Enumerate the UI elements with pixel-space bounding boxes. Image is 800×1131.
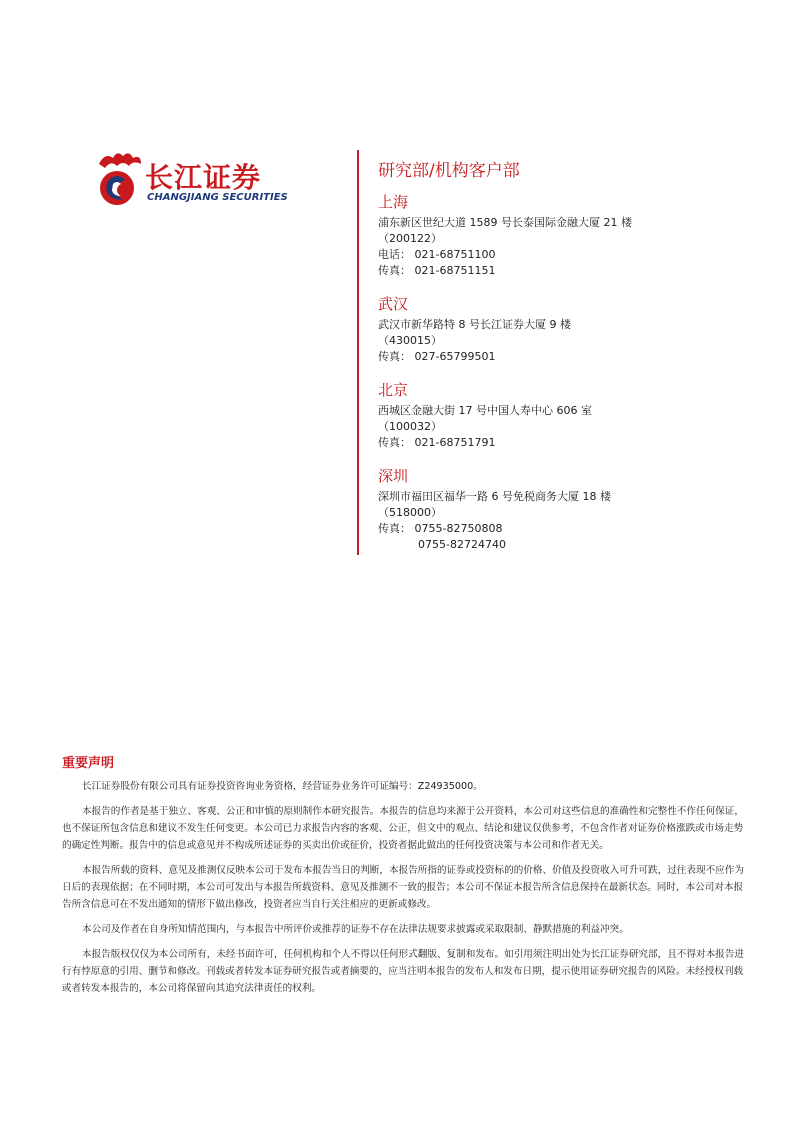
disclaimer-paragraph: 本公司及作者在自身所知情范围内，与本报告中所评价或推荐的证券不存在法律法规要求披露或采取限制、静默措施的利益冲突。 (82, 924, 629, 935)
logo-name: 长江证券 (145, 161, 262, 194)
office-postcode: （200122） (378, 232, 442, 245)
office-postcode: （518000） (378, 506, 442, 519)
disclaimer-paragraph: 本报告版权仅仅为本公司所有，未经书面许可，任何机构和个人不得以任何形式翻版、复制和发布。如引用须注明出处为长江证券研究部，且不得对本报告进行有悖原意的引用、删节和修改。刊载或者转发本证券研究报告或者摘要的，应当注明本报告的发布人和发布日期，提示使用证券研究报告的风险。未经授权刊载或者转发本报告的，本公司将保留向其追究法律责任的权利。 (62, 949, 744, 994)
office-city: 北京 (378, 381, 409, 399)
company-logo (95, 150, 310, 210)
logo-english-name: CHANGJIANG SECURITIES (147, 192, 288, 203)
office-beijing (378, 380, 778, 451)
notice-title: 重要声明 (62, 756, 115, 771)
office-fax: 传真： 0755-82750808 (378, 522, 503, 535)
office-wuhan (378, 294, 778, 365)
office-fax-2: 0755-82724740 (418, 538, 506, 551)
office-postcode: （430015） (378, 334, 442, 347)
disclaimer-paragraph: 本报告所载的资料、意见及推测仅反映本公司于发布本报告当日的判断，本报告所指的证券或投资标的的价格、价值及投资收入可升可跌，过往表现不应作为日后的表现依据；在不同时期，本公司可发出与本报告所载资料、意见及推测不一致的报告；本公司不保证本报告所含信息保持在最新状态。同时，本公司对本报告所含信息可在不发出通知的情形下做出修改，投资者应当自行关注相应的更新或修改。 (62, 865, 744, 910)
disclaimer-body (62, 778, 752, 1005)
office-postcode: （100032） (378, 420, 442, 433)
office-shanghai (378, 192, 778, 279)
office-address: 武汉市新华路特 8 号长江证券大厦 9 楼 (378, 318, 571, 331)
office-address: 西城区金融大街 17 号中国人寿中心 606 室 (378, 404, 592, 417)
office-fax: 传真： 021-68751151 (378, 264, 496, 277)
office-fax: 传真： 021-68751791 (378, 436, 496, 449)
office-city: 上海 (378, 193, 409, 211)
office-fax: 传真： 027-65799501 (378, 350, 496, 363)
dragon-emblem-icon (95, 150, 145, 212)
department-title: 研究部/机构客户部 (378, 161, 520, 181)
office-address: 浦东新区世纪大道 1589 号长泰国际金融大厦 21 楼 (378, 216, 632, 229)
office-phone: 电话： 021-68751100 (378, 248, 496, 261)
disclaimer-paragraph: 本报告的作者是基于独立、客观、公正和审慎的原则制作本研究报告。本报告的信息均来源于公开资料，本公司对这些信息的准确性和完整性不作任何保证，也不保证所包含信息和建议不发生任何变更。本公司已力求报告内容的客观、公正，但文中的观点、结论和建议仅供参考，不包含作者对证券价格涨跌或市场走势的确定性判断。报告中的信息或意见并不构成所述证券的买卖出价或征价，投资者据此做出的任何投资决策与本公司和作者无关。 (62, 806, 744, 851)
vertical-divider (357, 150, 359, 555)
office-city: 深圳 (378, 467, 409, 485)
office-shenzhen (378, 466, 778, 553)
disclaimer-paragraph: 长江证券股份有限公司具有证券投资咨询业务资格，经营证券业务许可证编号：Z24935000。 (82, 781, 483, 792)
office-city: 武汉 (378, 295, 409, 313)
office-address: 深圳市福田区福华一路 6 号免税商务大厦 18 楼 (378, 490, 611, 503)
